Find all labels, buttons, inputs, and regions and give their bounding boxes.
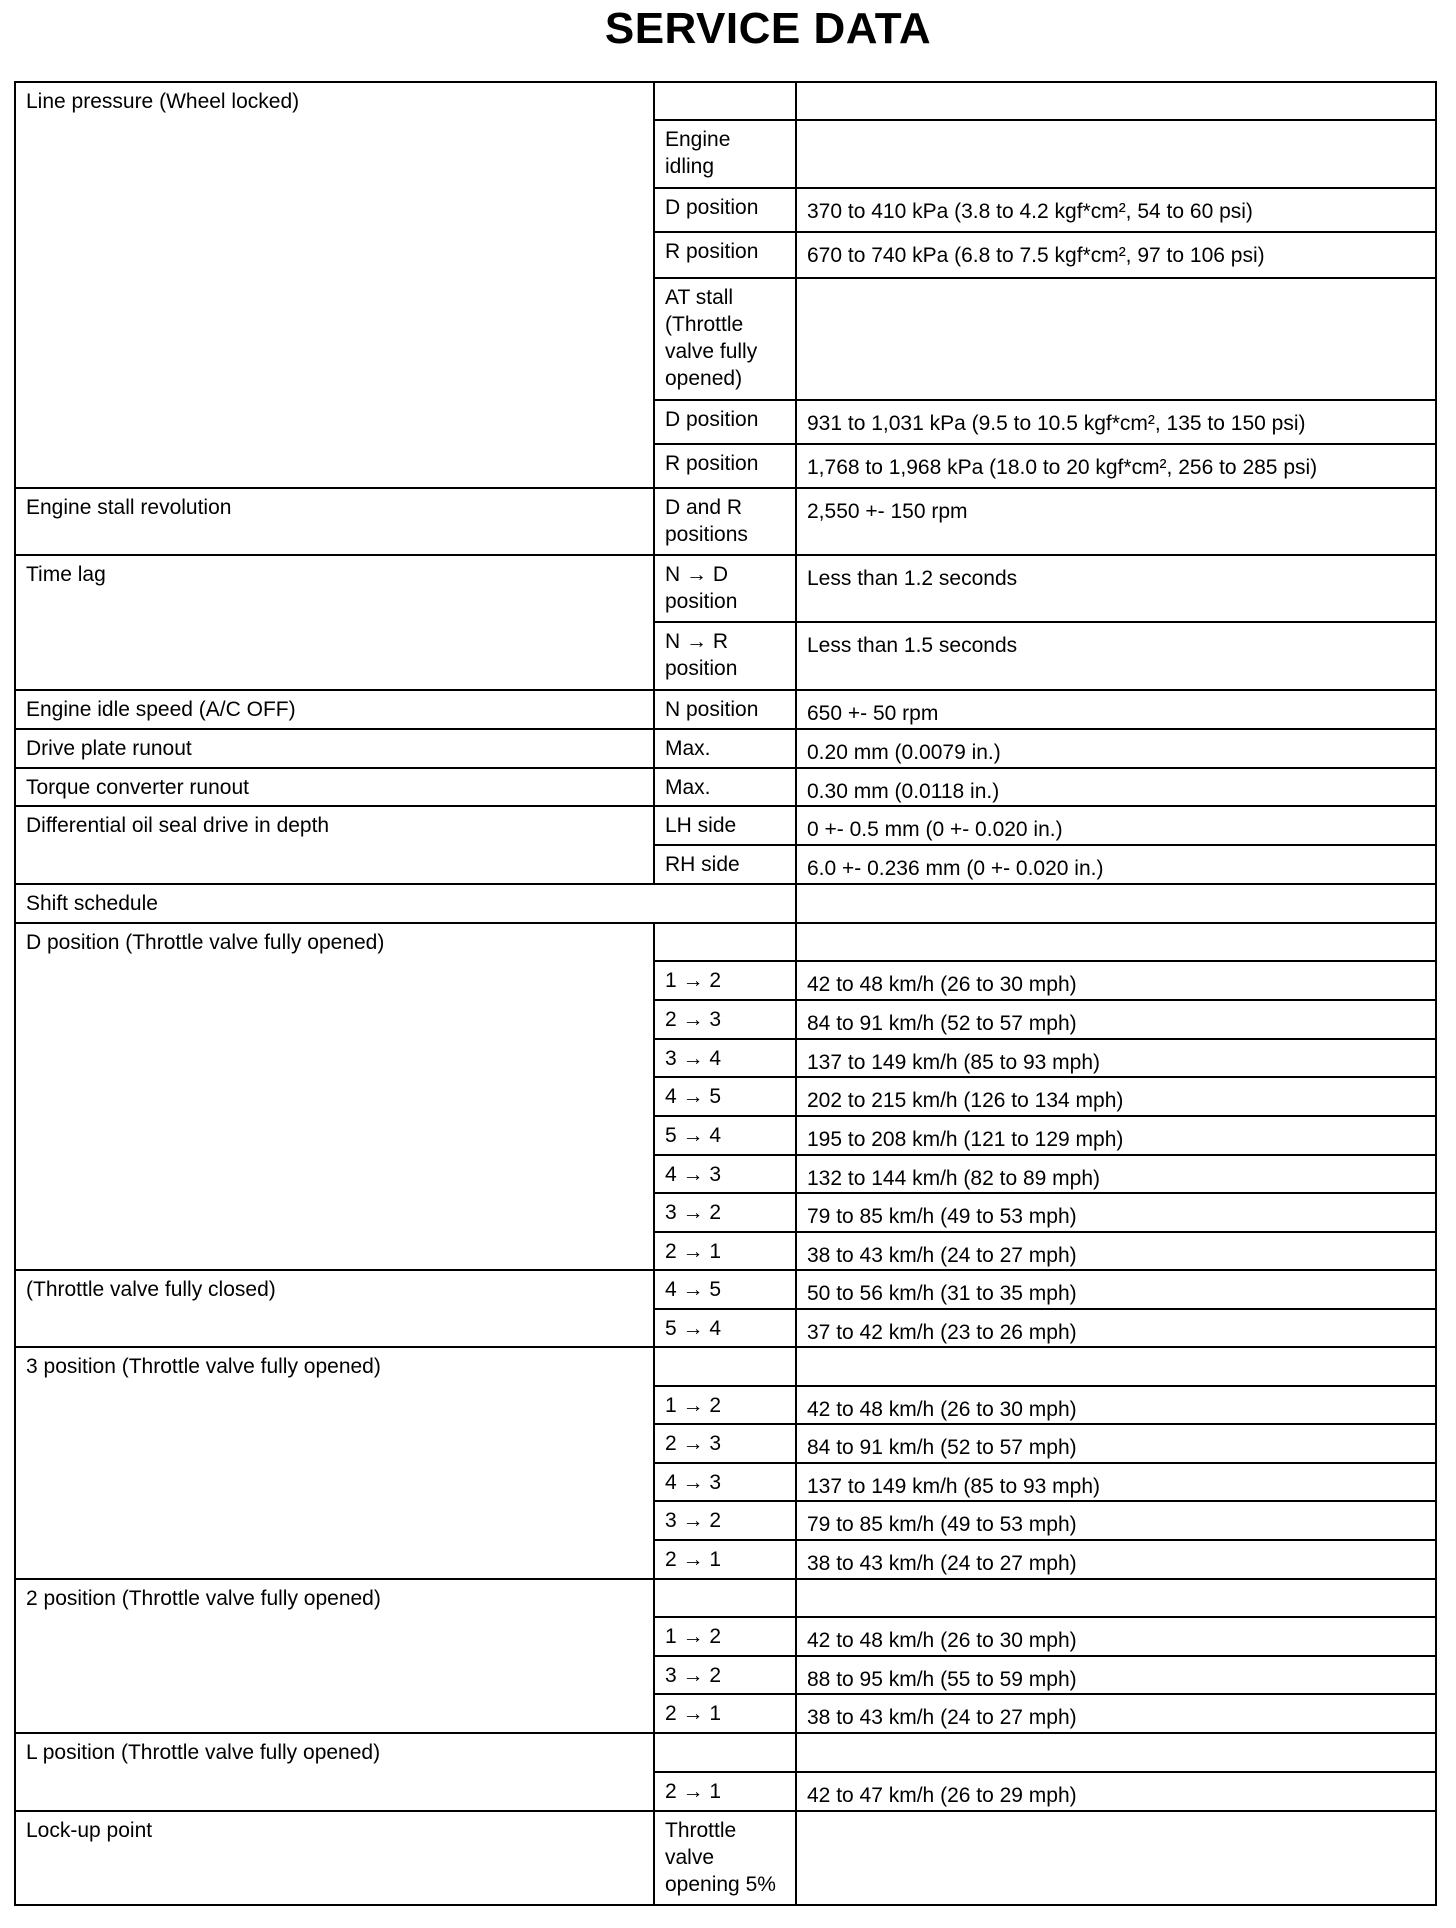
item-label: Engine stall revolution (15, 488, 654, 555)
condition-cell: 4 → 5 (654, 1077, 796, 1116)
condition-cell: Throttle valve opening 5% (654, 1811, 796, 1905)
value-cell: Less than 1.2 seconds (796, 555, 1436, 622)
item-label: 3 position (Throttle valve fully opened) (15, 1347, 654, 1579)
value-cell: 2,550 +- 150 rpm (796, 488, 1436, 555)
table-row (15, 1270, 1436, 1309)
item-label: Shift schedule (15, 884, 796, 923)
item-label: Drive plate runout (15, 729, 654, 768)
item-label: Torque converter runout (15, 768, 654, 806)
condition-cell: D and R positions (654, 488, 796, 555)
table-row (15, 1811, 1436, 1905)
condition-cell: 1 → 2 (654, 961, 796, 1000)
value-cell: 38 to 43 km/h (24 to 27 mph) (796, 1232, 1436, 1270)
item-label: Differential oil seal drive in depth (15, 806, 654, 884)
condition-cell: RH side (654, 845, 796, 884)
value-cell (796, 120, 1436, 188)
value-cell: 670 to 740 kPa (6.8 to 7.5 kgf*cm², 97 to 106 psi) (796, 232, 1436, 278)
item-label: 2 position (Throttle valve fully opened) (15, 1579, 654, 1733)
value-cell: 79 to 85 km/h (49 to 53 mph) (796, 1193, 1436, 1232)
value-cell (796, 82, 1436, 120)
condition-cell: 3 → 2 (654, 1501, 796, 1540)
item-label: L position (Throttle valve fully opened) (15, 1733, 654, 1811)
value-cell: 137 to 149 km/h (85 to 93 mph) (796, 1463, 1436, 1501)
condition-cell: 2 → 3 (654, 1424, 796, 1463)
condition-cell (654, 923, 796, 961)
item-label: Engine idle speed (A/C OFF) (15, 690, 654, 729)
item-label: (Throttle valve fully closed) (15, 1270, 654, 1347)
table-row (15, 82, 1436, 120)
table-row (15, 1579, 1436, 1617)
value-cell: 42 to 47 km/h (26 to 29 mph) (796, 1772, 1436, 1811)
table-row (15, 923, 1436, 961)
value-cell: 0.30 mm (0.0118 in.) (796, 768, 1436, 806)
value-cell: 6.0 +- 0.236 mm (0 +- 0.020 in.) (796, 845, 1436, 884)
value-cell: 132 to 144 km/h (82 to 89 mph) (796, 1155, 1436, 1193)
value-cell: 650 +- 50 rpm (796, 690, 1436, 729)
condition-cell (654, 82, 796, 120)
condition-cell (654, 1733, 796, 1772)
table-row (15, 768, 1436, 806)
condition-cell: 5 → 4 (654, 1116, 796, 1155)
condition-cell: Max. (654, 729, 796, 768)
value-cell (796, 1347, 1436, 1386)
table-row (15, 1347, 1436, 1386)
value-cell (796, 923, 1436, 961)
item-label: Line pressure (Wheel locked) (15, 82, 654, 488)
value-cell: 137 to 149 km/h (85 to 93 mph) (796, 1039, 1436, 1077)
condition-cell: 2 → 1 (654, 1694, 796, 1733)
value-cell (796, 1811, 1436, 1905)
table-row (15, 1733, 1436, 1772)
value-cell: 370 to 410 kPa (3.8 to 4.2 kgf*cm², 54 to 60 psi) (796, 188, 1436, 232)
page-title: SERVICE DATA (604, 4, 932, 53)
table-row (15, 884, 1436, 923)
condition-cell: Engine idling (654, 120, 796, 188)
condition-cell: 1 → 2 (654, 1386, 796, 1424)
table-row (15, 729, 1436, 768)
condition-cell: N → R position (654, 622, 796, 690)
condition-cell: 2 → 1 (654, 1540, 796, 1579)
condition-cell: 2 → 1 (654, 1232, 796, 1270)
value-cell (796, 1733, 1436, 1772)
condition-cell: Max. (654, 768, 796, 806)
value-cell: 0.20 mm (0.0079 in.) (796, 729, 1436, 768)
condition-cell: AT stall (Throttle valve fully opened) (654, 278, 796, 400)
item-label: Lock-up point (15, 1811, 654, 1905)
value-cell: 931 to 1,031 kPa (9.5 to 10.5 kgf*cm², 135 to 150 psi) (796, 400, 1436, 444)
condition-cell: 4 → 5 (654, 1270, 796, 1309)
value-cell: 84 to 91 km/h (52 to 57 mph) (796, 1000, 1436, 1039)
condition-cell: 2 → 1 (654, 1772, 796, 1811)
condition-cell (654, 1579, 796, 1617)
condition-cell: R position (654, 232, 796, 278)
item-label: D position (Throttle valve fully opened) (15, 923, 654, 1270)
condition-cell: 3 → 4 (654, 1039, 796, 1077)
item-label: Time lag (15, 555, 654, 690)
condition-cell: LH side (654, 806, 796, 845)
value-cell: 79 to 85 km/h (49 to 53 mph) (796, 1501, 1436, 1540)
condition-cell: N position (654, 690, 796, 729)
condition-cell: 1 → 2 (654, 1617, 796, 1656)
service-data-table (14, 81, 1437, 1906)
table-row (15, 555, 1436, 622)
condition-cell: N → D position (654, 555, 796, 622)
table-row (15, 488, 1436, 555)
value-cell: 42 to 48 km/h (26 to 30 mph) (796, 961, 1436, 1000)
condition-cell: R position (654, 444, 796, 488)
condition-cell: D position (654, 188, 796, 232)
value-cell: 88 to 95 km/h (55 to 59 mph) (796, 1656, 1436, 1694)
value-cell: 38 to 43 km/h (24 to 27 mph) (796, 1540, 1436, 1579)
value-cell: 1,768 to 1,968 kPa (18.0 to 20 kgf*cm², 256 to 285 psi) (796, 444, 1436, 488)
condition-cell: 3 → 2 (654, 1193, 796, 1232)
condition-cell: 3 → 2 (654, 1656, 796, 1694)
value-cell (796, 278, 1436, 400)
value-cell: 38 to 43 km/h (24 to 27 mph) (796, 1694, 1436, 1733)
value-cell: 42 to 48 km/h (26 to 30 mph) (796, 1386, 1436, 1424)
value-cell (796, 884, 1436, 923)
value-cell (796, 1579, 1436, 1617)
value-cell: 0 +- 0.5 mm (0 +- 0.020 in.) (796, 806, 1436, 845)
table-row (15, 806, 1436, 845)
condition-cell: 4 → 3 (654, 1463, 796, 1501)
value-cell: Less than 1.5 seconds (796, 622, 1436, 690)
condition-cell: D position (654, 400, 796, 444)
table-row (15, 690, 1436, 729)
value-cell: 50 to 56 km/h (31 to 35 mph) (796, 1270, 1436, 1309)
value-cell: 84 to 91 km/h (52 to 57 mph) (796, 1424, 1436, 1463)
condition-cell: 4 → 3 (654, 1155, 796, 1193)
condition-cell: 2 → 3 (654, 1000, 796, 1039)
condition-cell: 5 → 4 (654, 1309, 796, 1347)
value-cell: 202 to 215 km/h (126 to 134 mph) (796, 1077, 1436, 1116)
value-cell: 42 to 48 km/h (26 to 30 mph) (796, 1617, 1436, 1656)
condition-cell (654, 1347, 796, 1386)
value-cell: 37 to 42 km/h (23 to 26 mph) (796, 1309, 1436, 1347)
value-cell: 195 to 208 km/h (121 to 129 mph) (796, 1116, 1436, 1155)
